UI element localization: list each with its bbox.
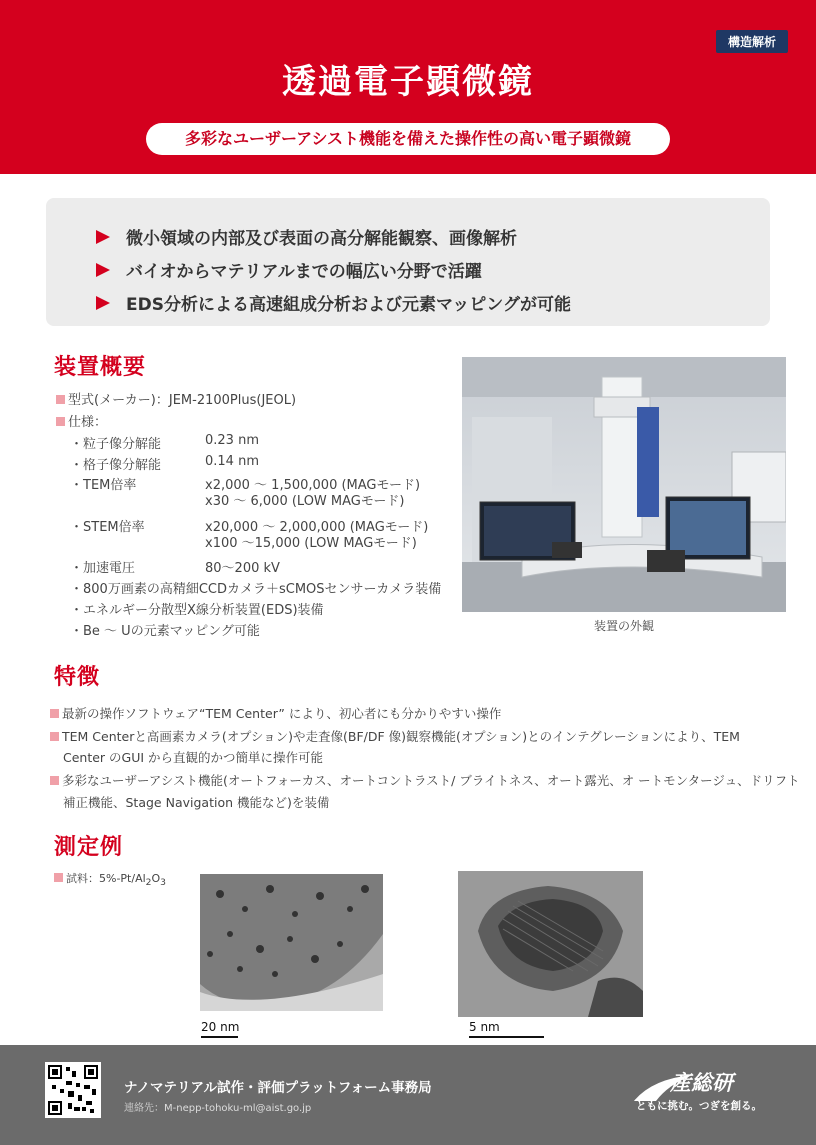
examples-heading: 測定例 [54,835,124,860]
sample-label: 試料：$5\%-Pt/Al_2O_3$ [54,870,166,888]
footer-organization: ナノマテリアル試作・評価プラットフォーム事務局 [124,1080,432,1096]
spec-label: ・粒子像分解能 [70,437,162,452]
spec-extra: ・Be ～ Uの元素マッピング可能 [70,624,260,639]
footer-contact: 連絡先：M-nepp-tohoku-ml@aist.go.jp [124,1103,312,1114]
features-heading: 特徴 [54,665,101,690]
spec-extra: ・800万画素の高精細CCDカメラ＋sCMOSセンサーカメラ装備 [70,582,442,597]
feature-item-continued: Center のGUI から直観的かつ簡単に操作可能 [63,750,324,765]
scale-label: 5 nm [469,1020,500,1034]
bullet-square-icon [56,417,65,426]
footer [0,1045,816,1145]
spec-value: x20,000 ～ 2,000,000 (MAGモード) [205,520,429,535]
triangle-arrow-icon [96,263,110,277]
logo-tagline: ともに挑む。つぎを創る。 [636,1100,762,1112]
scale-bar [469,1036,544,1038]
spec-value: 80～200 kV [205,561,280,576]
spec-label: ・STEM倍率 [70,520,145,535]
feature-item-continued: 補正機能、Stage Navigation 機能など)を装備 [63,795,330,810]
bullet-square-icon [56,395,65,404]
header-banner [0,0,816,174]
page-title: 透過電子顕微鏡 [282,62,534,102]
scale-bar [201,1036,238,1038]
spec-label: ・格子像分解能 [70,458,162,473]
qr-code-icon[interactable] [45,1062,101,1118]
feature-item: 多彩なユーザーアシスト機能(オートフォーカス、オートコントラスト/ ブライトネス、オート露光、オ ートモンタージュ、ドリフト [50,771,800,789]
logo-text: 産総研 [670,1071,733,1095]
triangle-arrow-icon [96,230,110,244]
highlight-item [96,224,517,249]
highlight-text: EDS分析による高速組成分析および元素マッピングが可能 [126,295,571,315]
spec-extra: ・エネルギー分散型X線分析装置(EDS)装備 [70,603,324,618]
spec-label: ・TEM倍率 [70,478,137,493]
highlight-text: 微小領域の内部及び表面の高分解能観察、画像解析 [126,229,517,249]
model-line: 型式(メーカー)：JEM-2100Plus(JEOL) [56,389,296,408]
feature-item: 最新の操作ソフトウェア“TEM Center” により、初心者にも分かりやすい操作 [50,704,501,722]
bullet-square-icon [50,732,59,741]
tem-image-high-mag [458,871,643,1017]
highlight-box [46,198,770,326]
bullet-square-icon [54,873,63,882]
spec-heading: 仕様： [56,411,107,430]
spec-value-secondary: x30 ～ 6,000 (LOW MAGモード) [205,494,405,509]
feature-item: TEM Centerと高画素カメラ(オプション)や走査像(BF/DF 像)観察機能(オプション)とのインテグレーションにより、TEM [50,727,740,745]
spec-value: 0.23 nm [205,433,259,448]
scale-label: 20 nm [201,1020,240,1034]
highlight-item [96,257,482,282]
overview-heading: 装置概要 [54,355,147,380]
subtitle: 多彩なユーザーアシスト機能を備えた操作性の高い電子顕微鏡 [146,123,670,155]
photo-caption: 装置の外観 [593,619,654,633]
bullet-square-icon [50,776,59,785]
highlight-item [96,290,571,315]
highlight-text: バイオからマテリアルまでの幅広い分野で活躍 [126,262,482,282]
spec-value-secondary: x100 ～15,000 (LOW MAGモード) [205,536,417,551]
category-badge: 構造解析 [716,30,788,53]
spec-value: 0.14 nm [205,454,259,469]
tem-image-low-mag [200,874,383,1011]
spec-value: x2,000 ～ 1,500,000 (MAGモード) [205,478,421,493]
bullet-square-icon [50,709,59,718]
equipment-photo [462,357,786,612]
triangle-arrow-icon [96,296,110,310]
spec-label: ・加速電圧 [70,561,136,576]
